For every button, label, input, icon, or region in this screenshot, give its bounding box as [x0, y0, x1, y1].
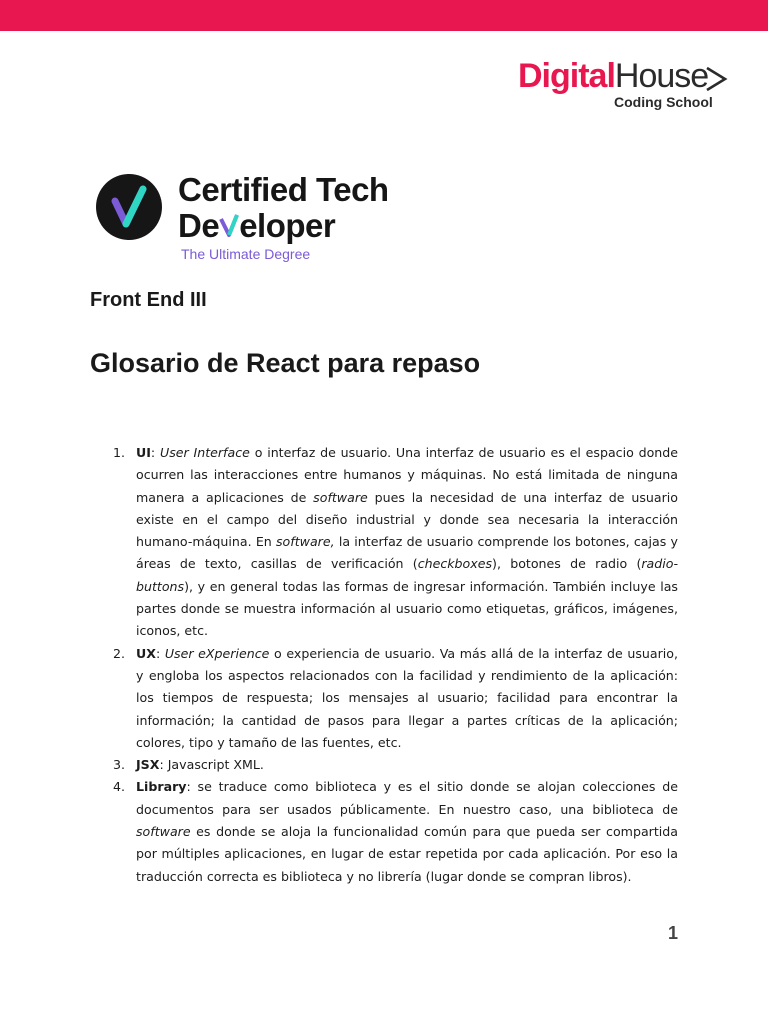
glossary-item: 3. JSX: Javascript XML. [113, 757, 264, 773]
check-v-icon [96, 174, 162, 240]
glossary-term: UI [136, 445, 151, 460]
v-accent-icon [219, 213, 239, 237]
glossary-term: UX [136, 645, 156, 661]
glossary-term: JSX [136, 757, 160, 773]
program-title [178, 172, 389, 244]
glossary-item: 2. UX: User eXperience o experiencia de usuario. Va más allá de la interfaz de usuario, y engloba los aspectos relacionados con la facilidad y rendimiento de la aplicación: los tiempos de respuesta; los mensajes al usuario; facilidad para encontrar la información; la cantidad de pasos para llegar a partes críticas de la aplicación; colores, tipo y tamaño de las fuentes, etc. [113, 645, 678, 750]
program-tagline: The Ultimate Degree [181, 246, 311, 262]
document-title: Glosario de React para repaso [90, 348, 481, 378]
program-title-line1: Certified Tech [178, 171, 389, 208]
chevron-right-icon [704, 66, 728, 92]
course-name: Front End III [90, 289, 207, 311]
glossary-item: 4. Library: se traduce como biblioteca y es el sitio donde se alojan colecciones de documentos para ser usados públicamente. En nuestro caso, una biblioteca de software es donde se aloja la funcionalidad común para que pueda ser compartida por múltiples aplicaciones, en lugar de estar repetida por cada aplicación. Por eso la traducción correcta es biblioteca y no librería (lugar donde se compran libros). [113, 779, 678, 884]
page-number: 1 [668, 923, 679, 943]
brand-subtitle: Coding School [614, 94, 713, 110]
digitalhouse-logo [518, 56, 734, 116]
glossary-list [110, 442, 678, 888]
glossary-item: 1. UI: User Interface o interfaz de usuario. Una interfaz de usuario es el espacio donde ocurren las interacciones entre humanos y máquinas. No está limitada de ninguna manera a aplicaciones de software pues la necesidad de una interfaz de usuario existe en el campo del diseño industrial y donde sea necesaria la interacción humano-máquina. En software, la interfaz de usuario comprende los botones, cajas y áreas de texto, casillas de verificación (checkboxes), botones de radio (radio-buttons), y en general todas las formas de ingresar información. También incluye las partes donde se muestra información al usuario como etiquetas, gráficos, imágenes, iconos, etc. [113, 445, 679, 639]
glossary-term: Library [136, 779, 187, 795]
top-accent-bar [0, 0, 768, 31]
program-title-line2: De eloper [178, 207, 336, 244]
brand-house: House [614, 57, 709, 95]
digitalhouse-wordmark [518, 56, 708, 96]
brand-digital: Digital [518, 57, 615, 95]
